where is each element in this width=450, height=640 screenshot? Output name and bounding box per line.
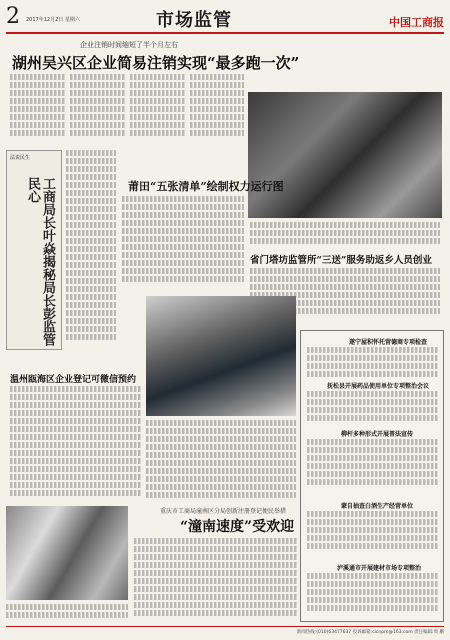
lead-headline: 湖州吴兴区企业简易注销实现“最多跑一次” xyxy=(12,54,300,72)
story-s5-headline: “潼南速度”受欢迎 xyxy=(180,519,295,535)
lead-photo-caption xyxy=(250,222,440,246)
market-photo xyxy=(6,506,128,600)
lead-text-col-1 xyxy=(10,74,66,138)
brief-title-3: 柳杆多种形式开展普法宣传 xyxy=(341,431,414,438)
story-s1-text xyxy=(122,196,244,288)
sidebar-label: 法说民生 xyxy=(10,155,31,161)
story-s2-headline: 温州瓯海区企业登记可微信预约 xyxy=(10,375,137,385)
brief-title-4: 蒙自抽查白酒生产经营单位 xyxy=(341,503,414,510)
story-s1-headline: 莆田“五张清单”绘制权力运行图 xyxy=(128,180,284,193)
page-number: 2 xyxy=(6,4,20,29)
lead-text-col-2 xyxy=(70,74,126,138)
lead-text-col-4 xyxy=(190,74,244,138)
sidebar-text xyxy=(66,150,116,350)
section-title: 市场监管 xyxy=(156,10,232,31)
brief-text-4 xyxy=(307,511,439,557)
issue-date: 2017年12月2日 星期六 xyxy=(26,17,80,23)
paper-name: 中国工商报 xyxy=(389,16,444,29)
lead-text-col-3 xyxy=(130,74,186,138)
brief-title-2: 抚松县开展药品使用单位专项整治会议 xyxy=(327,383,430,390)
lead-photo xyxy=(248,92,442,218)
market-photo-caption xyxy=(6,604,128,622)
brief-text-3 xyxy=(307,439,439,493)
brief-text-2 xyxy=(307,391,439,421)
inspection-photo xyxy=(146,296,296,416)
masthead xyxy=(6,4,444,34)
sidebar-column xyxy=(6,150,62,350)
story-s5-text xyxy=(134,538,298,622)
briefs-panel xyxy=(300,330,444,622)
story-s2-text xyxy=(10,386,142,498)
sidebar-title: 工商局长叶焱揭秘局长彭监管民心 xyxy=(25,177,55,346)
story-s3-headline: 省门塔坊监管所“三送”服务助返乡人员创业 xyxy=(250,255,432,266)
story-s4-subhead: 重庆市工商局潼南区分局创新注册登记便民举措 xyxy=(160,508,287,515)
brief-text-1 xyxy=(307,347,439,377)
page-footer: 新闻热线:(010)63477637 投诉邮箱:cicnpm@163.com 责任编辑:周 鹏 xyxy=(6,626,444,636)
brief-title-1: 遂宁屋积怀托营德商专项检查 xyxy=(349,339,428,346)
brief-text-5 xyxy=(307,573,439,619)
inspection-text xyxy=(146,420,296,500)
lead-kicker: 企业注销时间缩短了半个月左右 xyxy=(80,41,178,49)
brief-title-5: 泸溪通市开展建材市场专项整治 xyxy=(337,565,422,572)
